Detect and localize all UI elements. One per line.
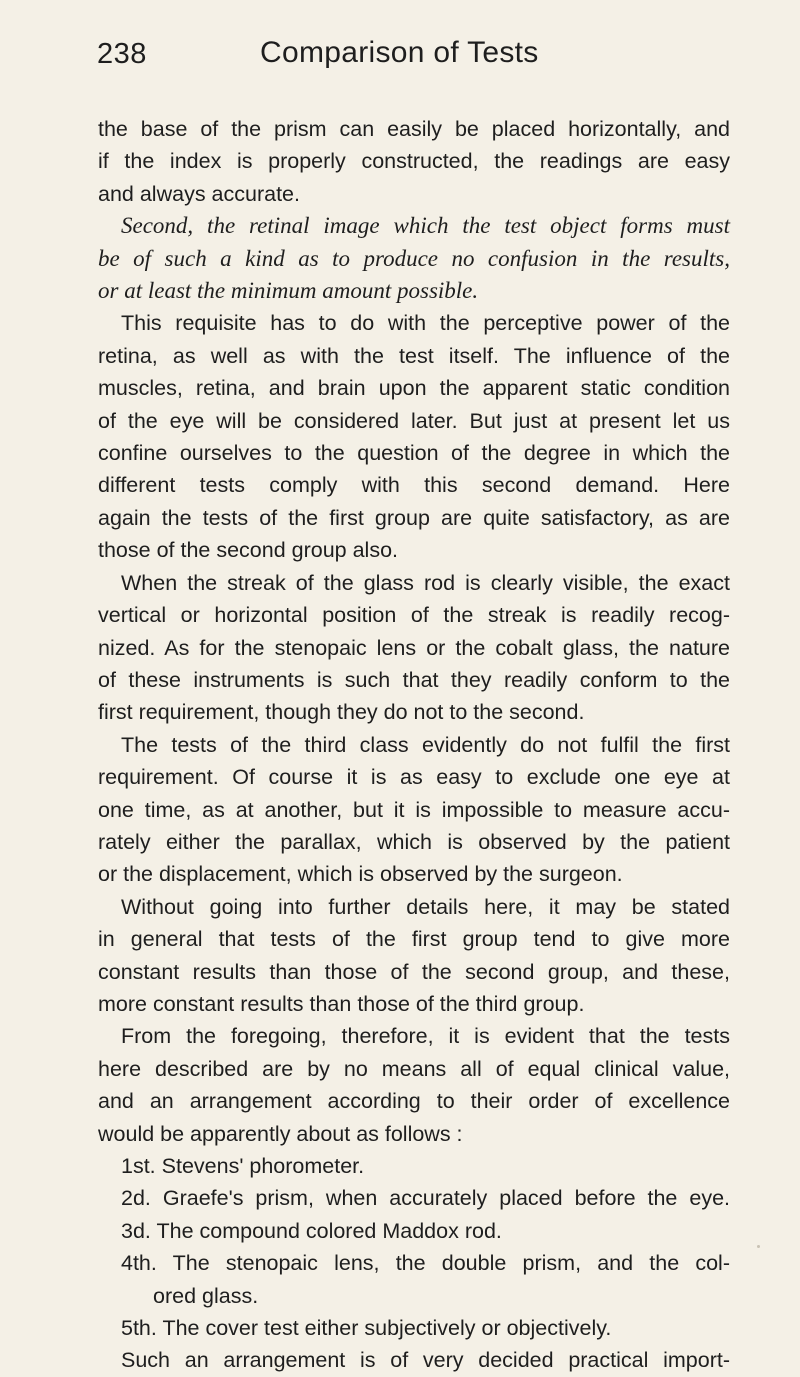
text-line: those of the second group also.: [98, 538, 399, 563]
text-line: be of such a kind as to produce no confusion in the results,: [98, 245, 730, 271]
text-line: confine ourselves to the question of the degree in which the: [98, 441, 730, 466]
text-line: in general that tests of the first group tend to give more: [98, 927, 730, 952]
text-line: When the streak of the glass rod is clearly visible, the exact: [121, 570, 730, 595]
text-line: The tests of the third class evidently do not fulfil the first: [121, 732, 730, 757]
text-line: This requisite has to do with the perceptive power of the: [121, 311, 730, 336]
text-line: retina, as well as with the test itself. The influence of the: [98, 343, 730, 368]
text-line: here described are by no means all of equal clinical value,: [98, 1056, 730, 1081]
list-item: 5th. The cover test either subjectively or objectively.: [121, 1316, 612, 1341]
list-item-continuation: ored glass.: [153, 1283, 259, 1308]
text-line: Without going into further details here, it may be stated: [121, 894, 730, 919]
list-item: 3d. The compound colored Maddox rod.: [121, 1218, 502, 1243]
text-line: From the foregoing, therefore, it is evident that the tests: [121, 1024, 730, 1049]
text-line: again the tests of the first group are quite satisfactory, as are: [98, 505, 730, 530]
text-line: Second, the retinal image which the test object forms must: [121, 213, 730, 239]
list-item: 4th. The stenopaic lens, the double prism, and the col-: [121, 1251, 730, 1276]
text-line: would be apparently about as follows :: [98, 1121, 463, 1146]
text-line: the base of the prism can easily be placed horizontally, and: [98, 117, 730, 141]
page-number: 238: [97, 38, 147, 70]
text-line: Such an arrangement is of very decided practical import-: [121, 1348, 730, 1373]
text-line: first requirement, though they do not to the second.: [98, 700, 585, 725]
text-line: and an arrangement according to their order of excellence: [98, 1089, 730, 1114]
paper-speck: [757, 1245, 760, 1248]
running-title: Comparison of Tests: [260, 36, 539, 69]
list-item: 1st. Stevens' phorometer.: [121, 1154, 365, 1178]
text-line: rately either the parallax, which is observed by the patient: [98, 829, 730, 854]
list-item: 2d. Graefe's prism, when accurately placed before the eye.: [121, 1186, 730, 1211]
text-line: if the index is properly constructed, the readings are easy: [98, 149, 730, 174]
text-line: or at least the minimum amount possible.: [98, 278, 479, 304]
text-line: of the eye will be considered later. But just at present let us: [98, 408, 730, 433]
text-line: muscles, retina, and brain upon the apparent static condition: [98, 376, 730, 401]
text-line: constant results than those of the second group, and these,: [98, 959, 730, 984]
body-text: [98, 113, 730, 1377]
text-line: requirement. Of course it is as easy to exclude one eye at: [98, 765, 730, 790]
text-line: nized. As for the stenopaic lens or the cobalt glass, the nature: [98, 635, 730, 660]
text-line: different tests comply with this second demand. Here: [98, 473, 730, 498]
text-line: of these instruments is such that they readily conform to the: [98, 667, 730, 692]
text-line: and always accurate.: [98, 181, 300, 206]
text-line: vertical or horizontal position of the streak is readily recog-: [98, 603, 730, 628]
text-line: one time, as at another, but it is impossible to measure accu-: [98, 797, 730, 822]
text-line: or the displacement, which is observed by the surgeon.: [98, 862, 623, 887]
page-header: [0, 32, 800, 76]
text-line: more constant results than those of the third group.: [98, 991, 585, 1016]
